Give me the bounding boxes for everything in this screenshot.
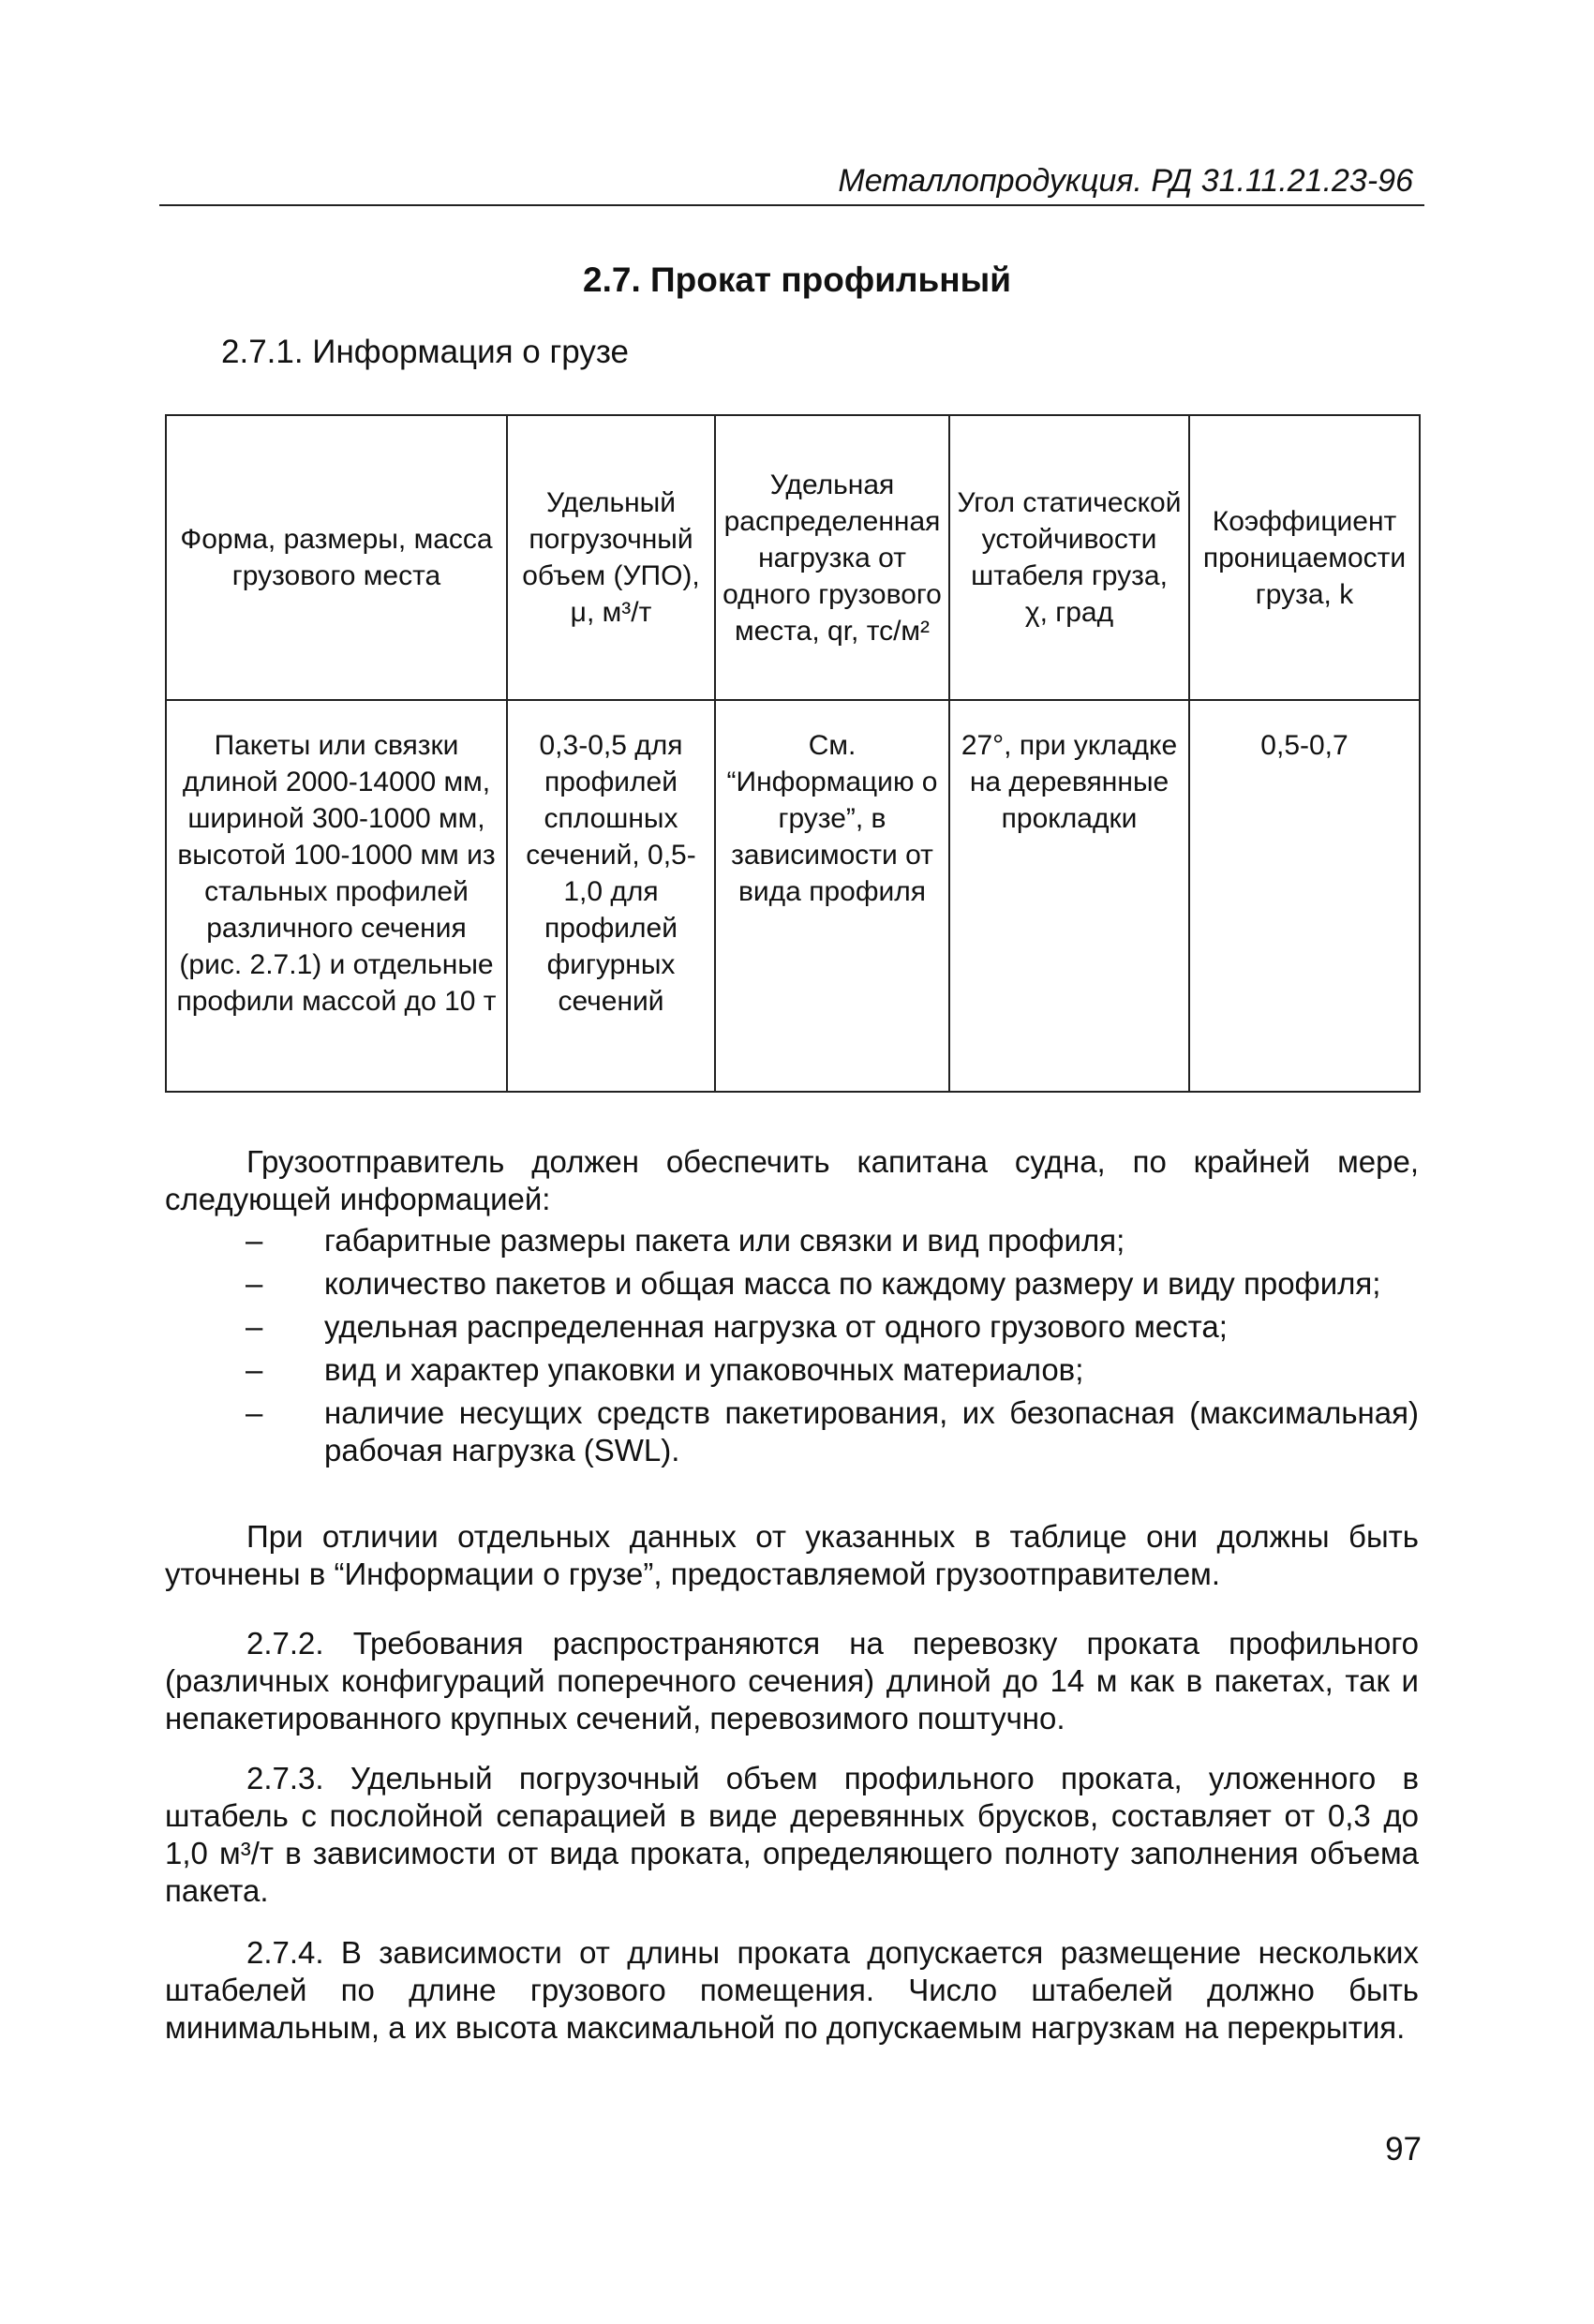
cell-upo: 0,3-0,5 для профилей сплошных сечений, 0,5-1,0 для профилей фигурных сечений — [507, 700, 715, 1092]
header-cell-angle: Угол статической устойчивости штабеля груза, χ, град — [949, 415, 1189, 700]
cell-form: Пакеты или связки длиной 2000-14000 мм, шириной 300-1000 мм, высотой 100-1000 мм из стальных профилей различного сечения (рис. 2.7.1) и отдельные профили массой до 10 т — [166, 700, 507, 1092]
list-item — [165, 1265, 1419, 1303]
cell-angle: 27°, при укладке на деревянные прокладки — [949, 700, 1189, 1092]
table-header-row — [166, 415, 1420, 700]
list-item — [165, 1222, 1419, 1259]
list-dash: – — [246, 1266, 263, 1301]
cell-load: См. “Информацию о грузе”, в зависимости от вида профиля — [715, 700, 949, 1092]
header-cell-form: Форма, размеры, масса грузового места — [166, 415, 507, 700]
header-cell-load: Удельная распределенная нагрузка от одного грузового места, qr, тс/м² — [715, 415, 949, 700]
page-number: 97 — [1385, 2131, 1422, 2168]
subsection-title: 2.7.1. Информация о грузе — [221, 334, 629, 370]
list-dash: – — [246, 1352, 263, 1387]
list-item — [165, 1308, 1419, 1346]
intro-paragraph: Грузоотправитель должен обеспечить капитана судна, по крайней мере, следующей информацией: — [165, 1144, 1419, 1216]
cell-permeability: 0,5-0,7 — [1189, 700, 1420, 1092]
list-item-text: вид и характер упаковки и упаковочных материалов; — [324, 1352, 1084, 1387]
list-item — [165, 1394, 1419, 1469]
list-item-text: количество пакетов и общая масса по каждому размеру и виду профиля; — [324, 1266, 1381, 1301]
list-dash: – — [246, 1223, 263, 1258]
list-item-text: наличие несущих средств пакетирования, их безопасная (максимальная) рабочая нагрузка (SWL). — [324, 1395, 1419, 1467]
list-dash: – — [246, 1395, 263, 1430]
table-row — [166, 700, 1420, 1092]
list-dash: – — [246, 1309, 263, 1344]
info-list — [165, 1222, 1419, 1475]
note-paragraph: При отличии отдельных данных от указанных в таблице они должны быть уточнены в “Информации о грузе”, предоставляемой грузоотправителем. — [165, 1519, 1419, 1591]
section-title: 2.7. Прокат профильный — [583, 261, 1011, 299]
paragraph-2-7-4: 2.7.4. В зависимости от длины проката допускается размещение нескольких штабелей по длине грузового помещения. Число штабелей должно быть минимальным, а их высота максимальной по допускаемым нагрузкам на перекрытия. — [165, 1935, 1419, 2045]
header-cell-upo: Удельный погрузочный объем (УПО), μ, м³/т — [507, 415, 715, 700]
running-title: Металлопродукция. РД 31.11.21.23-96 — [838, 163, 1413, 199]
list-item-text: габаритные размеры пакета или связки и вид профиля; — [324, 1223, 1125, 1258]
list-item-text: удельная распределенная нагрузка от одного грузового места; — [324, 1309, 1228, 1344]
paragraph-2-7-2: 2.7.2. Требования распространяются на перевозку проката профильного (различных конфигураций поперечного сечения) длиной до 14 м как в пакетах, так и непакетированного крупных сечений, перевозимого поштучно. — [165, 1626, 1419, 1736]
running-header — [159, 161, 1424, 206]
list-item — [165, 1351, 1419, 1389]
cargo-info-table — [165, 414, 1421, 1093]
header-cell-permeability: Коэффициент проницаемости груза, k — [1189, 415, 1420, 700]
paragraph-2-7-3: 2.7.3. Удельный погрузочный объем профильного проката, уложенного в штабель с послойной сепарацией в виде деревянных брусков, составляет от 0,3 до 1,0 м³/т в зависимости от вида проката, определяющего полноту заполнения объема пакета. — [165, 1761, 1419, 1908]
